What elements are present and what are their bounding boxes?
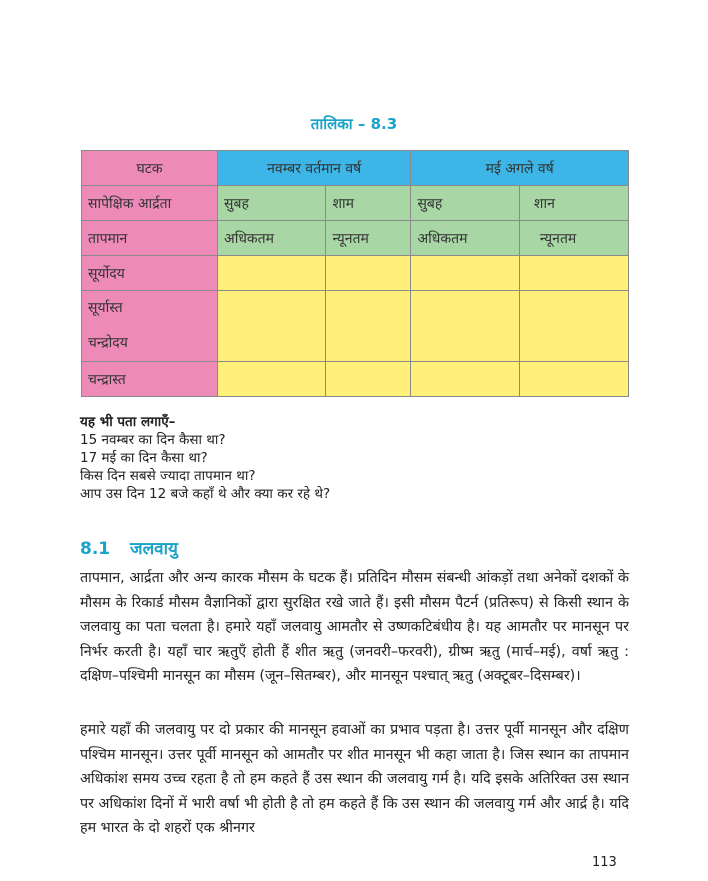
- cell-temp-may-max: अधिकतम: [411, 221, 519, 256]
- cell-humidity-may-morning: सुबह: [411, 186, 519, 221]
- row-label-sunset-moonrise: [82, 291, 218, 362]
- table-cell: [519, 291, 628, 362]
- row-label-moonrise: चन्द्रोदय: [88, 335, 128, 351]
- table-cell: [218, 291, 326, 362]
- table-cell: [411, 362, 519, 397]
- table-cell: [326, 291, 411, 362]
- question-item: किस दिन सबसे ज्यादा तापमान था?: [80, 468, 256, 484]
- paragraph: हमारे यहाँ की जलवायु पर दो प्रकार की मानसून हवाओं का प्रभाव पड़ता है। उत्तर पूर्वी मानसून और दक्षिण पश्चिम मानसून। उत्तर पूर्वी मानसून को आमतौर पर शीत मानसून भी कहा जाता है। जिस स्थान का तापमान अधिकांश समय उच्च रहता है तो हम कहते हैं उस स्थान की जलवायु गर्म है। यदि इसके अतिरिक्त उस स्थान पर अधिकांश दिनों में भारी वर्षा भी होती है तो हम कहते हैं कि उस स्थान की जलवायु गर्म और आर्द्र है। यदि हम भारत के दो शहरों एक श्रीनगर: [80, 722, 629, 836]
- cell-humidity-nov-evening: शाम: [326, 186, 411, 221]
- row-label-moonset: चन्द्रास्त: [82, 362, 218, 397]
- find-out-questions: [80, 413, 330, 503]
- table-cell: [411, 291, 519, 362]
- section-heading: [80, 536, 178, 559]
- row-label-sunset: सूर्यास्त: [88, 300, 123, 316]
- questions-heading: यह भी पता लगाएँ–: [80, 414, 176, 430]
- header-november: नवम्बर वर्तमान वर्ष: [218, 151, 411, 186]
- paragraph: तापमान, आर्द्रता और अन्य कारक मौसम के घटक हैं। प्रतिदिन मौसम संबन्धी आंकड़ों तथा अनेकों दशकों के मौसम के रिकार्ड मौसम वैज्ञानिकों द्वारा सुरक्षित रखे जाते हैं। इसी मौसम पैटर्न (प्रतिरूप) से किसी स्थान के जलवायु का पता चलता है। हमारे यहाँ जलवायु आमतौर से उष्णकटिबंधीय है। यह आमतौर पर मानसून पर निर्भर करती है। यहाँ चार ऋतुएँ होती हैं शीत ऋतु (जनवरी–फरवरी), ग्रीष्म ऋतु (मार्च–मई), वर्षा ऋतु : दक्षिण–पश्चिमी मानसून का मौसम (जून–सितम्बर), और मानसून पश्चात् ऋतु (अक्टूबर–दिसम्बर)।: [80, 570, 629, 684]
- cell-humidity-nov-morning: सुबह: [218, 186, 326, 221]
- cell-temp-nov-min: न्यूनतम: [326, 221, 411, 256]
- table-title: तालिका – 8.3: [310, 115, 398, 133]
- table-cell: [519, 362, 628, 397]
- cell-temp-nov-max: अधिकतम: [218, 221, 326, 256]
- cell-humidity-may-evening: शान: [519, 186, 628, 221]
- question-item: 15 नवम्बर का दिन कैसा था?: [80, 432, 226, 448]
- table-cell: [218, 256, 326, 291]
- section-number: 8.1: [80, 539, 111, 559]
- row-label-humidity: सापेक्षिक आर्द्रता: [82, 186, 218, 221]
- header-may: मई अगले वर्ष: [411, 151, 629, 186]
- question-item: 17 मई का दिन कैसा था?: [80, 450, 208, 466]
- table-cell: [411, 256, 519, 291]
- table-cell: [326, 362, 411, 397]
- row-label-sunrise: सूर्योदय: [82, 256, 218, 291]
- weather-observation-table: [81, 150, 629, 397]
- cell-temp-may-min: न्यूनतम: [519, 221, 628, 256]
- table-cell: [519, 256, 628, 291]
- table-cell: [218, 362, 326, 397]
- row-label-temperature: तापमान: [82, 221, 218, 256]
- page-number: 113: [592, 855, 617, 870]
- table-cell: [326, 256, 411, 291]
- section-title: जलवायु: [130, 539, 178, 559]
- question-item: आप उस दिन 12 बजे कहाँ थे और क्या कर रहे थे?: [80, 486, 331, 502]
- header-ghatak: घटक: [82, 151, 218, 186]
